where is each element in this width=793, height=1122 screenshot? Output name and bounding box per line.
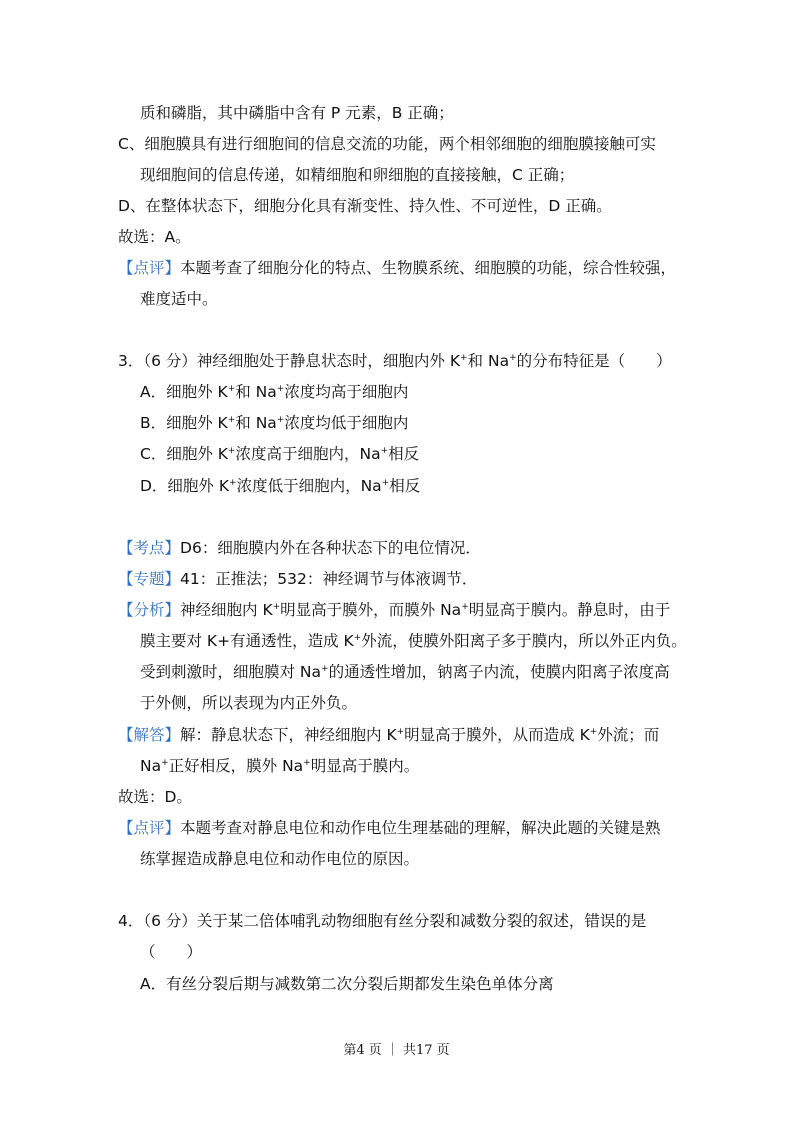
kaodian-line: 【考点】D6：细胞膜内外在各种状态下的电位情况． [118, 539, 481, 557]
comment-text: 本题考查了细胞分化的特点、生物膜系统、细胞膜的功能，综合性较强， [180, 259, 677, 277]
page-footer: 第4 页 ｜ 共17 页 [343, 1043, 450, 1058]
prev-comment-line1 [118, 257, 676, 279]
question-3-comment-line2: 练掌握造成静息电位和动作电位的原因。 [140, 850, 420, 868]
question-3-option-a: A．细胞外 K+和 Na+浓度均高于细胞内 [140, 383, 409, 401]
fenxi-line3: 受到刺激时，细胞膜对 Na+的通透性增加，钠离子内流，使膜内阳离子浓度高 [140, 663, 670, 681]
question-4-stem-line1: 4．（6 分）关于某二倍体哺乳动物细胞有丝分裂和减数分裂的叙述，错误的是 [118, 912, 647, 930]
prev-option-d-line: D、在整体状态下，细胞分化具有渐变性、持久性、不可逆性，D 正确。 [118, 197, 612, 215]
zhuanti-line: 【专题】41：正推法；532：神经调节与体液调节． [118, 570, 478, 588]
zhuanti-tag: 【专题】 [118, 570, 181, 588]
prev-answer: 故选：A。 [118, 228, 191, 246]
prev-comment-line2: 难度适中。 [140, 290, 218, 308]
prev-option-c-line1: C、细胞膜具有进行细胞间的信息交流的功能，两个相邻细胞的细胞膜接触可实 [118, 135, 656, 153]
prev-option-c-line2: 现细胞间的信息传递，如精细胞和卵细胞的直接接触，C 正确； [140, 166, 575, 184]
comment-tag: 【点评】 [118, 259, 181, 277]
question-3-option-c: C．细胞外 K+浓度高于细胞内，Na+相反 [140, 445, 420, 463]
fenxi-line1: 【分析】神经细胞内 K+明显高于膜外，而膜外 Na+明显高于膜内。静息时，由于 [118, 601, 671, 619]
question-3-stem: 3．（6 分）神经细胞处于静息状态时，细胞内外 K+和 Na+的分布特征是（ ） [118, 352, 672, 370]
question-3-option-b: B．细胞外 K+和 Na+浓度均低于细胞内 [140, 414, 409, 432]
prev-explanation-line: 质和磷脂，其中磷脂中含有 P 元素，B 正确； [140, 104, 454, 122]
kaodian-tag: 【考点】 [118, 539, 181, 557]
comment-tag: 【点评】 [118, 819, 181, 837]
question-3-option-d: D．细胞外 K+浓度低于细胞内，Na+相反 [140, 477, 421, 495]
fenxi-tag: 【分析】 [118, 601, 181, 619]
jieda-tag: 【解答】 [118, 726, 181, 744]
question-3-comment-line1: 【点评】本题考查对静息电位和动作电位生理基础的理解，解决此题的关键是熟 [118, 819, 661, 837]
fenxi-line4: 于外侧，所以表现为内正外负。 [140, 694, 358, 712]
question-4-stem-line2: （ ） [140, 943, 203, 961]
fenxi-line2: 膜主要对 K+有通透性，造成 K+外流，使膜外阳离子多于膜内，所以外正内负。 [140, 632, 687, 650]
jieda-line2: Na+正好相反，膜外 Na+明显高于膜内。 [140, 757, 420, 775]
question-4-option-a: A．有丝分裂后期与减数第二次分裂后期都发生染色单体分离 [140, 975, 554, 993]
jieda-line1: 【解答】解：静息状态下，神经细胞内 K+明显高于膜外，从而造成 K+外流；而 [118, 726, 660, 744]
question-3-answer: 故选：D。 [118, 788, 192, 806]
